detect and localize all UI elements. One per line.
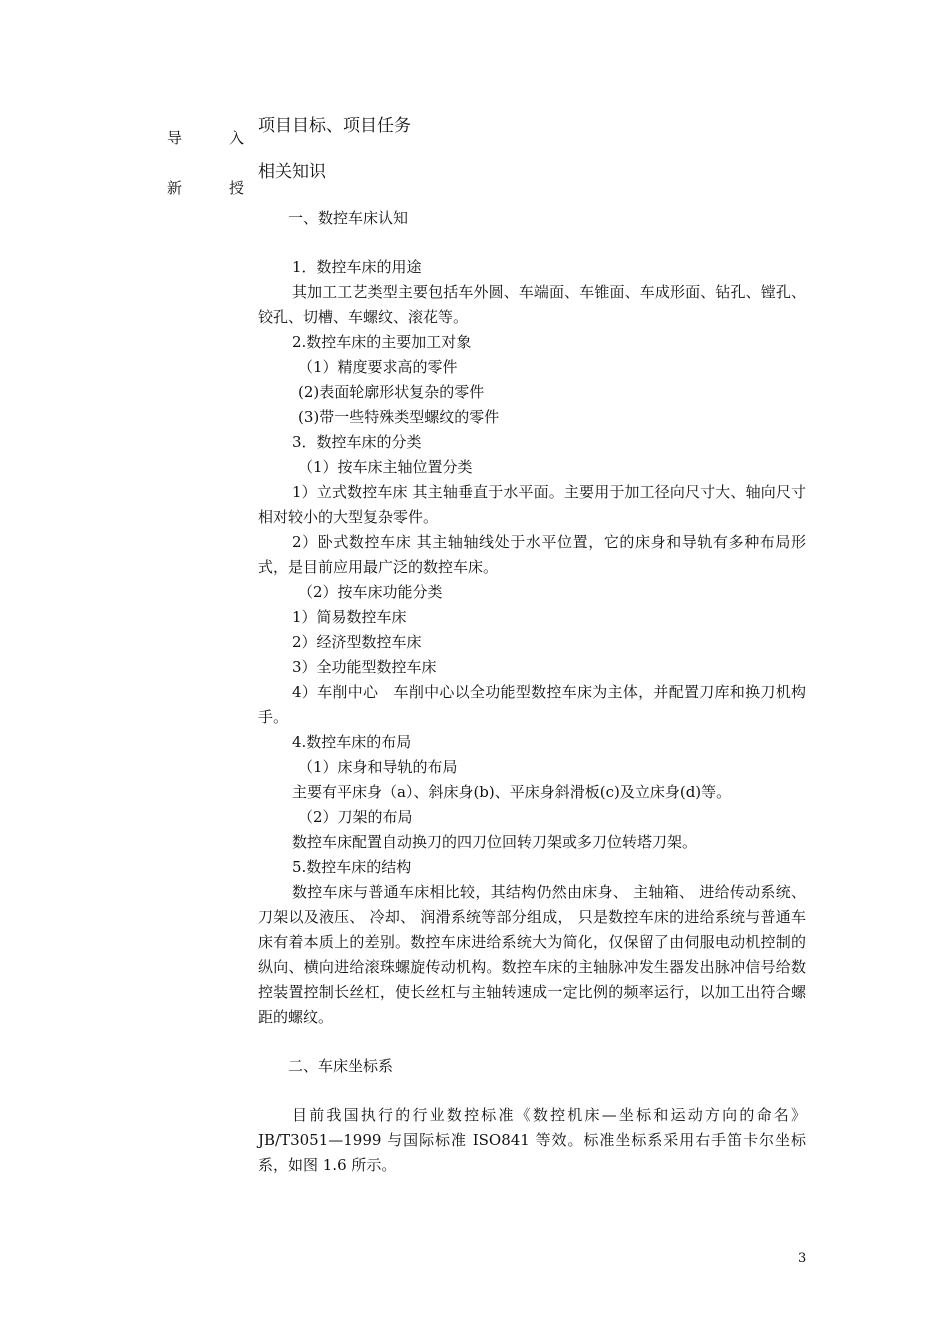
section-title: 二、车床坐标系 — [288, 1057, 394, 1075]
list-item: （2）按车床功能分类 — [298, 583, 443, 601]
section-title: 一、数控车床认知 — [288, 209, 409, 227]
side-label-intro: 导 入 — [167, 129, 261, 147]
paragraph: 数控车床配置自动换刀的四刀位回转刀架或多刀位转塔刀架。 — [292, 833, 698, 851]
heading-objectives: 项目目标、项目任务 — [258, 116, 411, 136]
subsection-title: 2.数控车床的主要加工对象 — [292, 333, 472, 351]
document-body — [258, 206, 806, 1178]
subsection-title: 1．数控车床的用途 — [292, 258, 422, 276]
heading-knowledge: 相关知识 — [258, 162, 326, 182]
list-item: （1）床身和导轨的布局 — [298, 758, 458, 776]
subsection-title: 4.数控车床的布局 — [292, 733, 412, 751]
paragraph: 2）卧式数控车床 其主轴轴线处于水平位置，它的床身和导轨有多种布局形式，是目前应用最广泛的数控车床。 — [258, 533, 806, 576]
side-label-new-lesson: 新 授 — [167, 179, 261, 197]
paragraph: 数控车床与普通车床相比较，其结构仍然由床身、 主轴箱、 进给传动系统、 刀架以及液压、 冷却、 润滑系统等部分组成， 只是数控车床的进给系统与普通车床有着本质上的差别。数控车床进给系统大为简化，仅保留了由伺服电动机控制的纵向、横向进给滚珠螺旋传动机构。数控车床的主轴脉冲发生器发出脉冲信号给数控装置控制长丝杠，使长丝杠与主轴转速成一定比例的频率运行，以加工出符合螺距的螺纹。 — [258, 883, 806, 1026]
list-item: （1）按车床主轴位置分类 — [298, 458, 473, 476]
paragraph: 主要有平床身（a）、斜床身(b)、平床身斜滑板(c)及立床身(d)等。 — [292, 783, 732, 801]
paragraph: 目前我国执行的行业数控标准《数控机床—坐标和运动方向的命名》JB/T3051—1999 与国际标准 ISO841 等效。标准坐标系采用右手笛卡尔坐标系，如图 1.6 所示。 — [258, 1106, 806, 1174]
paragraph: 4）车削中心 车削中心以全功能型数控车床为主体，并配置刀库和换刀机构手。 — [258, 683, 806, 726]
subsection-title: 3．数控车床的分类 — [292, 433, 422, 451]
list-item: 3）全功能型数控车床 — [292, 658, 437, 676]
paragraph: 其加工工艺类型主要包括车外圆、车端面、车锥面、车成形面、钻孔、镗孔、铰孔、切槽、车螺纹、滚花等。 — [258, 283, 806, 326]
list-item: 2）经济型数控车床 — [292, 633, 422, 651]
subsection-title: 5.数控车床的结构 — [292, 858, 412, 876]
list-item: （2）刀架的布局 — [298, 808, 413, 826]
list-item: (2)表面轮廓形状复杂的零件 — [298, 383, 485, 401]
paragraph: 1）立式数控车床 其主轴垂直于水平面。主要用于加工径向尺寸大、轴向尺寸相对较小的大型复杂零件。 — [258, 483, 806, 526]
list-item: 1）简易数控车床 — [292, 608, 407, 626]
list-item: （1）精度要求高的零件 — [298, 358, 458, 376]
list-item: (3)带一些特殊类型螺纹的零件 — [298, 408, 500, 426]
page-number: 3 — [798, 1251, 807, 1266]
